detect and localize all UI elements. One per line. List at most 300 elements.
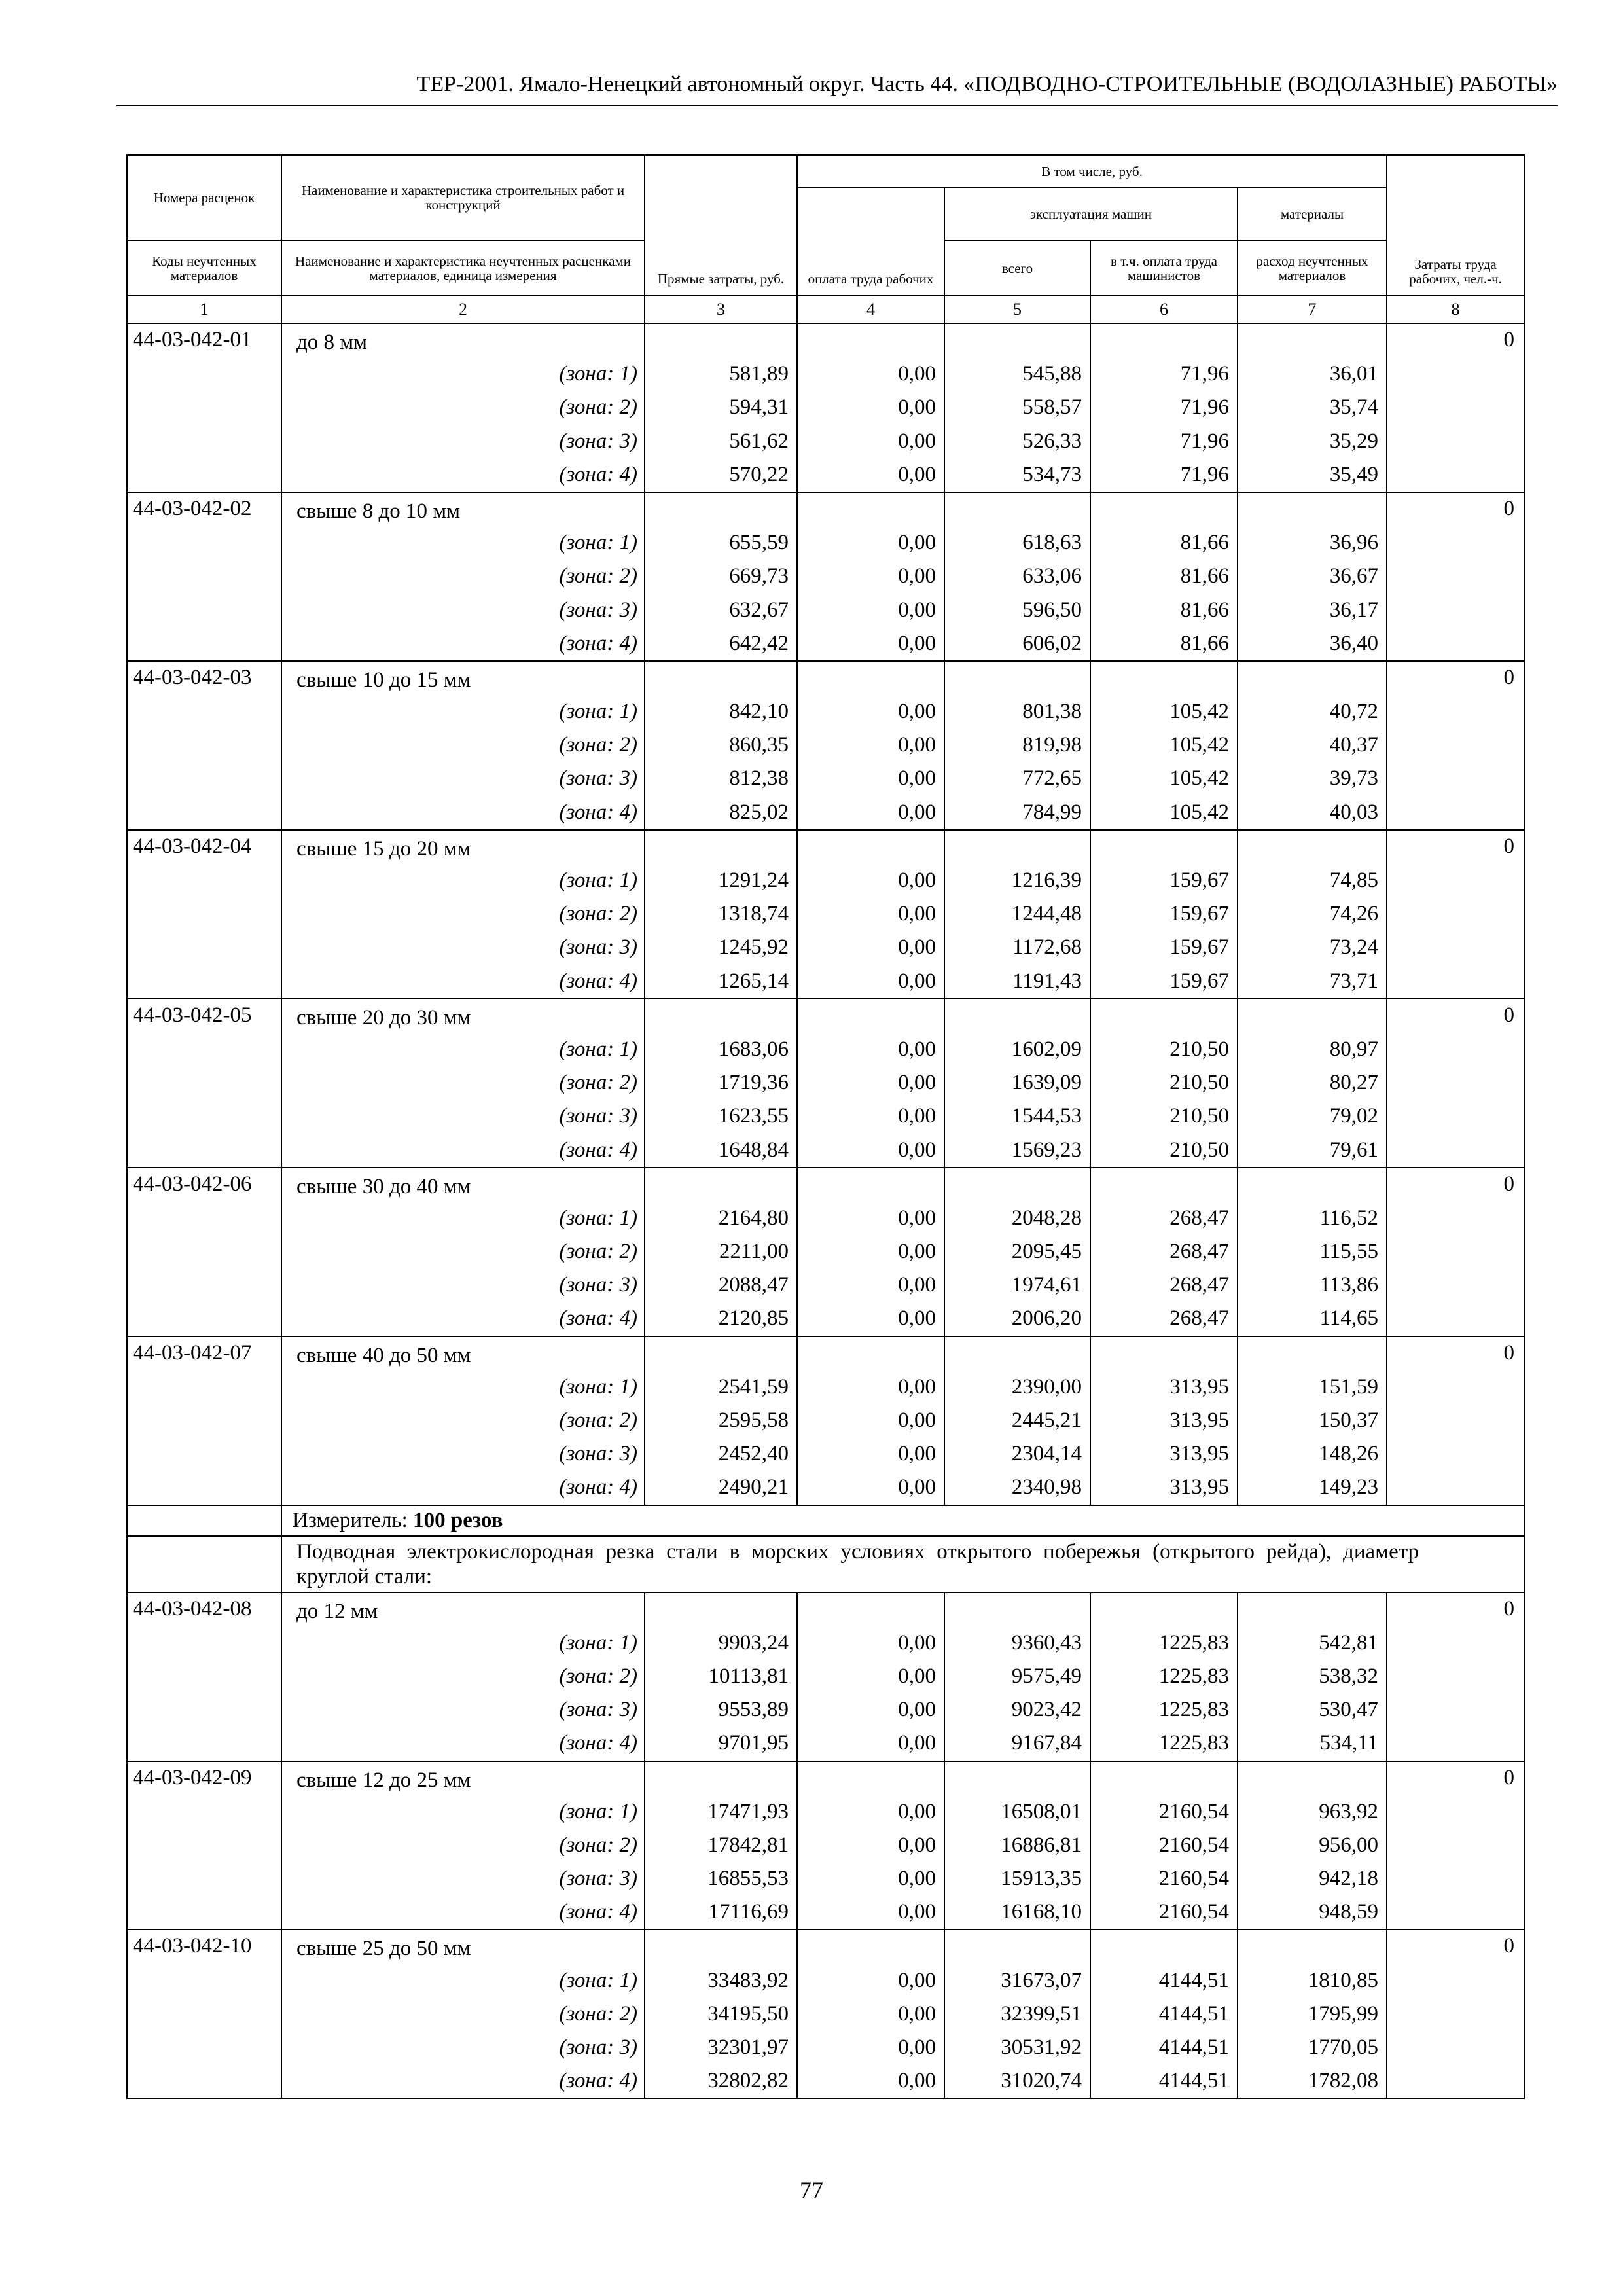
materials-value: 73,71 xyxy=(1329,969,1379,993)
direct-cost-cell xyxy=(645,1592,797,1761)
wages-cell xyxy=(797,830,944,999)
machines-total-cell xyxy=(944,661,1090,830)
wages-value: 0,00 xyxy=(898,429,936,453)
wages-value: 0,00 xyxy=(898,1442,936,1466)
zone-label: (зона: 3) xyxy=(559,429,637,453)
materials xyxy=(1238,1337,1386,1505)
operators-wages-value: 159,67 xyxy=(1169,869,1229,892)
direct-cost-value: 1648,84 xyxy=(718,1138,789,1162)
materials-value: 542,81 xyxy=(1319,1630,1379,1655)
col-header-including: В том числе, руб. xyxy=(797,155,1387,188)
direct-cost-value: 812,38 xyxy=(729,766,789,791)
zone-label: (зона: 1) xyxy=(559,700,637,724)
page-number: 77 xyxy=(800,2177,823,2203)
operators-wages-value: 4144,51 xyxy=(1158,2001,1229,2026)
col-number: 3 xyxy=(645,296,797,323)
operators-wages xyxy=(1091,1337,1237,1505)
machines-total-cell xyxy=(944,999,1090,1168)
zone-label: (зона: 1) xyxy=(559,1799,637,1823)
rate-row xyxy=(127,830,1524,999)
materials-cell xyxy=(1238,1929,1387,2098)
operators-wages-value: 105,42 xyxy=(1169,800,1229,824)
operators-wages xyxy=(1091,1930,1237,2098)
rate-row xyxy=(127,1592,1524,1761)
rates-table xyxy=(126,154,1525,2099)
wages-value: 0,00 xyxy=(898,969,936,993)
machines-total-value: 31020,74 xyxy=(1001,2069,1082,2093)
zone-label: (зона: 4) xyxy=(559,462,637,486)
materials xyxy=(1238,662,1386,829)
operators-wages-value: 268,47 xyxy=(1169,1206,1229,1230)
labor-costs: 0 xyxy=(1387,999,1524,1168)
wages-value: 0,00 xyxy=(898,1475,936,1499)
rate-name-cell xyxy=(281,999,645,1168)
materials-value: 115,55 xyxy=(1319,1240,1379,1264)
materials xyxy=(1238,999,1386,1167)
materials-value: 113,86 xyxy=(1319,1273,1379,1297)
zone-label: (зона: 3) xyxy=(559,766,637,791)
rate-row xyxy=(127,1761,1524,1930)
direct-cost-value: 34195,50 xyxy=(707,2001,789,2026)
labor-costs: 0 xyxy=(1387,1929,1524,2098)
operators-wages-cell xyxy=(1090,1761,1238,1930)
operators-wages-value: 268,47 xyxy=(1169,1240,1229,1264)
zone-label: (зона: 2) xyxy=(559,395,637,420)
operators-wages-cell xyxy=(1090,1168,1238,1336)
col-number: 1 xyxy=(127,296,281,323)
direct-cost-value: 561,62 xyxy=(729,429,789,453)
col-number: 4 xyxy=(797,296,944,323)
rate-row xyxy=(127,999,1524,1168)
machines-total-cell xyxy=(944,1592,1090,1761)
direct-cost-value: 1683,06 xyxy=(718,1037,789,1061)
labor-costs: 0 xyxy=(1387,323,1524,492)
machines-total-value: 30531,92 xyxy=(1001,2036,1082,2059)
direct-cost-value: 1719,36 xyxy=(718,1071,789,1095)
zone-label: (зона: 2) xyxy=(559,1833,637,1857)
machines-total-value: 2390,00 xyxy=(1011,1374,1082,1399)
materials-cell xyxy=(1238,1592,1387,1761)
zone-label: (зона: 4) xyxy=(559,969,637,993)
direct-cost-value: 17842,81 xyxy=(707,1833,789,1857)
machines-total-cell xyxy=(944,1336,1090,1505)
direct-cost-value: 2120,85 xyxy=(718,1306,789,1331)
direct-cost-value: 9701,95 xyxy=(718,1731,789,1755)
direct-cost-cell xyxy=(645,999,797,1168)
col-header-direct-costs: Прямые затраты, руб. xyxy=(645,155,797,296)
rate-name-cell xyxy=(281,661,645,830)
wages-value: 0,00 xyxy=(898,1731,936,1755)
materials-value: 963,92 xyxy=(1319,1799,1379,1823)
direct-cost-value: 9903,24 xyxy=(718,1630,789,1655)
rate-row xyxy=(127,323,1524,492)
operators-wages xyxy=(1091,662,1237,829)
operators-wages-value: 1225,83 xyxy=(1158,1630,1229,1655)
labor-costs: 0 xyxy=(1387,830,1524,999)
col-header-operators-wages: в т.ч. оплата труда машинистов xyxy=(1090,240,1238,296)
wages-value: 0,00 xyxy=(898,564,936,588)
direct-cost-cell xyxy=(645,1336,797,1505)
wages-value: 0,00 xyxy=(898,902,936,926)
rate-name-cell xyxy=(281,830,645,999)
materials-value: 73,24 xyxy=(1329,935,1379,960)
machines-total xyxy=(945,324,1090,492)
machines-total-value: 1172,68 xyxy=(1012,935,1082,960)
machines-total-value: 16886,81 xyxy=(1001,1833,1082,1857)
machines-total-value: 1569,23 xyxy=(1011,1138,1082,1162)
labor-costs: 0 xyxy=(1387,1761,1524,1930)
machines-total-value: 2445,21 xyxy=(1011,1408,1082,1432)
wages-value: 0,00 xyxy=(898,733,936,757)
direct-cost-value: 32802,82 xyxy=(707,2069,789,2093)
rate-name: свыше 10 до 15 мм xyxy=(296,668,471,692)
machines-total-value: 2340,98 xyxy=(1011,1475,1082,1499)
operators-wages-cell xyxy=(1090,492,1238,661)
rate-code: 44-03-042-05 xyxy=(127,999,281,1168)
materials-value: 114,65 xyxy=(1319,1306,1379,1331)
materials-value: 74,85 xyxy=(1329,869,1379,892)
operators-wages-value: 2160,54 xyxy=(1158,1900,1229,1924)
direct-cost-value: 17116,69 xyxy=(708,1900,789,1924)
wages-value: 0,00 xyxy=(898,2001,936,2026)
machines-total-value: 526,33 xyxy=(1022,429,1082,453)
operators-wages xyxy=(1091,1762,1237,1929)
direct-cost xyxy=(645,493,796,660)
operators-wages-value: 210,50 xyxy=(1169,1037,1229,1061)
section-title: Подводная электрокислородная резка стали в морских условиях открытого побережья (открытого рейда), диаметр круглой стали: xyxy=(281,1536,1524,1592)
machines-total-value: 15913,35 xyxy=(1001,1867,1082,1891)
materials-value: 35,49 xyxy=(1329,462,1379,486)
rate-code: 44-03-042-10 xyxy=(127,1929,281,2098)
header-rule xyxy=(116,105,1558,106)
operators-wages-value: 268,47 xyxy=(1169,1273,1229,1297)
machines-total-value: 16508,01 xyxy=(1001,1799,1082,1823)
machines-total-value: 618,63 xyxy=(1022,531,1082,555)
zone-label: (зона: 4) xyxy=(559,1475,637,1499)
operators-wages-value: 71,96 xyxy=(1180,462,1229,486)
direct-cost-value: 2088,47 xyxy=(718,1273,789,1297)
wages-value: 0,00 xyxy=(898,631,936,655)
materials xyxy=(1238,831,1386,998)
machines-total xyxy=(945,1168,1090,1336)
col-number: 5 xyxy=(944,296,1090,323)
machines-total xyxy=(945,1337,1090,1505)
machines-total-cell xyxy=(944,1929,1090,2098)
direct-cost-value: 1623,55 xyxy=(718,1104,789,1128)
rate-code: 44-03-042-01 xyxy=(127,323,281,492)
wages-value: 0,00 xyxy=(898,1698,936,1722)
zone-label: (зона: 1) xyxy=(559,1630,637,1655)
zone-label: (зона: 4) xyxy=(559,1900,637,1924)
rate-name-cell xyxy=(281,1336,645,1505)
zone-label: (зона: 2) xyxy=(559,733,637,757)
machines-total-value: 31673,07 xyxy=(1001,1968,1082,1992)
col-header-materials: материалы xyxy=(1238,188,1387,240)
rate-name-cell xyxy=(281,323,645,492)
col-header-machines: эксплуатация машин xyxy=(944,188,1238,240)
materials-value: 36,01 xyxy=(1329,362,1379,386)
zone-label: (зона: 1) xyxy=(559,362,637,386)
rate-name-cell xyxy=(281,1592,645,1761)
rate-name: свыше 40 до 50 мм xyxy=(296,1343,471,1367)
col-header-labor-costs: Затраты труда рабочих, чел.-ч. xyxy=(1387,155,1524,296)
zone-label: (зона: 4) xyxy=(559,800,637,824)
operators-wages-value: 210,50 xyxy=(1169,1071,1229,1095)
wages-value: 0,00 xyxy=(898,1037,936,1061)
direct-cost xyxy=(645,831,796,998)
direct-cost-value: 1265,14 xyxy=(718,969,789,993)
wages-cell xyxy=(797,492,944,661)
materials-value: 149,23 xyxy=(1319,1475,1379,1499)
direct-cost-value: 581,89 xyxy=(729,362,789,386)
wages-value: 0,00 xyxy=(898,1799,936,1823)
rate-name: свыше 15 до 20 мм xyxy=(296,836,471,861)
machines-total-value: 32399,51 xyxy=(1001,2001,1082,2026)
zone-label: (зона: 3) xyxy=(559,1104,637,1128)
direct-cost-value: 1245,92 xyxy=(718,935,789,960)
direct-cost xyxy=(645,1168,796,1336)
direct-cost-value: 2164,80 xyxy=(718,1206,789,1230)
rate-name: свыше 12 до 25 мм xyxy=(296,1768,471,1792)
machines-total-value: 633,06 xyxy=(1022,564,1082,588)
machines-total-value: 545,88 xyxy=(1022,362,1082,386)
wages-value: 0,00 xyxy=(898,2036,936,2059)
machines-total-cell xyxy=(944,492,1090,661)
machines-total-value: 801,38 xyxy=(1022,700,1082,724)
zone-label: (зона: 2) xyxy=(559,902,637,926)
direct-cost-value: 2452,40 xyxy=(718,1442,789,1466)
meter-code-cell xyxy=(127,1505,281,1536)
machines-total-value: 1639,09 xyxy=(1011,1071,1082,1095)
materials-value: 151,59 xyxy=(1319,1374,1379,1399)
direct-cost-value: 842,10 xyxy=(729,700,789,724)
section-code-cell xyxy=(127,1536,281,1592)
operators-wages-value: 2160,54 xyxy=(1158,1867,1229,1891)
machines-total-value: 558,57 xyxy=(1022,395,1082,420)
operators-wages-cell xyxy=(1090,323,1238,492)
operators-wages-value: 71,96 xyxy=(1180,362,1229,386)
rate-row xyxy=(127,492,1524,661)
machines-total xyxy=(945,493,1090,660)
direct-cost-value: 2595,58 xyxy=(718,1408,789,1432)
zone-label: (зона: 1) xyxy=(559,531,637,555)
operators-wages-value: 313,95 xyxy=(1169,1475,1229,1499)
operators-wages-value: 81,66 xyxy=(1180,531,1229,555)
direct-cost xyxy=(645,999,796,1167)
machines-total-cell xyxy=(944,323,1090,492)
col-header-machines-total: всего xyxy=(944,240,1090,296)
zone-label: (зона: 1) xyxy=(559,1374,637,1399)
wages-value: 0,00 xyxy=(898,1968,936,1992)
wages-value: 0,00 xyxy=(898,1900,936,1924)
machines-total-value: 16168,10 xyxy=(1001,1900,1082,1924)
rate-name-cell xyxy=(281,1929,645,2098)
direct-cost-cell xyxy=(645,323,797,492)
wages-value: 0,00 xyxy=(898,766,936,791)
rate-name: свыше 20 до 30 мм xyxy=(296,1005,471,1030)
wages-value: 0,00 xyxy=(898,1306,936,1331)
materials xyxy=(1238,493,1386,660)
machines-total xyxy=(945,1930,1090,2098)
machines-total xyxy=(945,831,1090,998)
wages-value: 0,00 xyxy=(898,1206,936,1230)
direct-cost-cell xyxy=(645,830,797,999)
operators-wages-cell xyxy=(1090,999,1238,1168)
zone-label: (зона: 1) xyxy=(559,869,637,892)
wages-cell xyxy=(797,1168,944,1336)
materials xyxy=(1238,324,1386,492)
materials-value: 79,61 xyxy=(1329,1138,1379,1162)
wages-value: 0,00 xyxy=(898,1071,936,1095)
operators-wages-value: 313,95 xyxy=(1169,1408,1229,1432)
materials-value: 948,59 xyxy=(1319,1900,1379,1924)
materials xyxy=(1238,1593,1386,1761)
materials-value: 148,26 xyxy=(1319,1442,1379,1466)
col-header-material-codes: Коды неучтенных материалов xyxy=(127,240,281,296)
zone-label: (зона: 3) xyxy=(559,1273,637,1297)
operators-wages-cell xyxy=(1090,830,1238,999)
zone-label: (зона: 3) xyxy=(559,935,637,960)
materials-value: 40,72 xyxy=(1329,700,1379,724)
zone-label: (зона: 1) xyxy=(559,1968,637,1992)
wages-value: 0,00 xyxy=(898,1664,936,1688)
materials-value: 79,02 xyxy=(1329,1104,1379,1128)
machines-total-value: 2095,45 xyxy=(1011,1240,1082,1264)
rate-code: 44-03-042-03 xyxy=(127,661,281,830)
materials-cell xyxy=(1238,323,1387,492)
labor-costs: 0 xyxy=(1387,1168,1524,1336)
direct-cost-value: 860,35 xyxy=(729,733,789,757)
rate-name: до 8 мм xyxy=(296,331,368,354)
zone-label: (зона: 4) xyxy=(559,631,637,655)
operators-wages-value: 210,50 xyxy=(1169,1104,1229,1128)
direct-cost-value: 17471,93 xyxy=(707,1799,789,1823)
col-number: 7 xyxy=(1238,296,1387,323)
operators-wages xyxy=(1091,493,1237,660)
labor-costs: 0 xyxy=(1387,1592,1524,1761)
materials-value: 1810,85 xyxy=(1308,1968,1379,1992)
direct-cost-cell xyxy=(645,492,797,661)
materials-value: 36,96 xyxy=(1329,531,1379,555)
col-number: 6 xyxy=(1090,296,1238,323)
operators-wages-value: 159,67 xyxy=(1169,969,1229,993)
direct-cost-value: 669,73 xyxy=(729,564,789,588)
rate-code: 44-03-042-08 xyxy=(127,1592,281,1761)
machines-total-value: 1974,61 xyxy=(1011,1273,1082,1297)
direct-cost xyxy=(645,1593,796,1761)
wages xyxy=(798,1930,944,2098)
zone-label: (зона: 4) xyxy=(559,1306,637,1331)
materials-value: 1782,08 xyxy=(1308,2069,1379,2093)
direct-cost-value: 655,59 xyxy=(729,531,789,555)
operators-wages-value: 1225,83 xyxy=(1158,1731,1229,1755)
wages-value: 0,00 xyxy=(898,1374,936,1399)
operators-wages-value: 71,96 xyxy=(1180,395,1229,420)
wages-value: 0,00 xyxy=(898,395,936,420)
wages xyxy=(798,1593,944,1761)
materials-value: 150,37 xyxy=(1319,1408,1379,1432)
machines-total-value: 1244,48 xyxy=(1011,902,1082,926)
machines-total xyxy=(945,662,1090,829)
zone-label: (зона: 4) xyxy=(559,2069,637,2093)
meter-label: Измеритель: xyxy=(293,1508,408,1532)
wages xyxy=(798,1762,944,1929)
machines-total-value: 819,98 xyxy=(1022,733,1082,757)
direct-cost-cell xyxy=(645,1168,797,1336)
labor-costs: 0 xyxy=(1387,661,1524,830)
wages-value: 0,00 xyxy=(898,462,936,486)
direct-cost-value: 632,67 xyxy=(729,598,789,622)
operators-wages-value: 1225,83 xyxy=(1158,1664,1229,1688)
col-header-work-name: Наименование и характеристика строительных работ и конструкций xyxy=(281,155,645,240)
materials-value: 40,03 xyxy=(1329,800,1379,824)
direct-cost-value: 2211,00 xyxy=(719,1240,789,1264)
materials-value: 530,47 xyxy=(1319,1698,1379,1722)
labor-costs: 0 xyxy=(1387,492,1524,661)
operators-wages-value: 71,96 xyxy=(1180,429,1229,453)
materials xyxy=(1238,1168,1386,1336)
machines-total xyxy=(945,999,1090,1167)
direct-cost-value: 570,22 xyxy=(729,462,789,486)
rate-name-cell xyxy=(281,1761,645,1930)
wages xyxy=(798,493,944,660)
direct-cost-cell xyxy=(645,1929,797,2098)
machines-total-value: 1544,53 xyxy=(1011,1104,1082,1128)
operators-wages-value: 313,95 xyxy=(1169,1374,1229,1399)
materials-value: 1795,99 xyxy=(1308,2001,1379,2026)
materials-value: 1770,05 xyxy=(1308,2036,1379,2059)
wages-value: 0,00 xyxy=(898,935,936,960)
zone-label: (зона: 2) xyxy=(559,1071,637,1095)
direct-cost-value: 1291,24 xyxy=(718,869,789,892)
page-header: ТЕР-2001. Ямало-Ненецкий автономный округ. Часть 44. «ПОДВОДНО-СТРОИТЕЛЬНЫЕ (ВОДОЛАЗНЫЕ) РАБОТЫ» xyxy=(416,72,1558,96)
machines-total-value: 2006,20 xyxy=(1011,1306,1082,1331)
operators-wages xyxy=(1091,324,1237,492)
meter-row xyxy=(281,1505,1524,1536)
zone-label: (зона: 2) xyxy=(559,1240,637,1264)
materials-value: 956,00 xyxy=(1319,1833,1379,1857)
wages xyxy=(798,324,944,492)
group2-rates xyxy=(127,1592,1524,2099)
operators-wages-value: 2160,54 xyxy=(1158,1833,1229,1857)
wages-value: 0,00 xyxy=(898,1630,936,1655)
wages-value: 0,00 xyxy=(898,1833,936,1857)
wages-value: 0,00 xyxy=(898,2069,936,2093)
wages-cell xyxy=(797,1929,944,2098)
wages-value: 0,00 xyxy=(898,1408,936,1432)
operators-wages-value: 81,66 xyxy=(1180,631,1229,655)
zone-label: (зона: 3) xyxy=(559,1698,637,1722)
operators-wages-value: 81,66 xyxy=(1180,598,1229,622)
machines-total-value: 606,02 xyxy=(1022,631,1082,655)
machines-total-value: 9360,43 xyxy=(1011,1630,1082,1655)
operators-wages-value: 105,42 xyxy=(1169,766,1229,791)
zone-label: (зона: 3) xyxy=(559,1442,637,1466)
machines-total-value: 534,73 xyxy=(1022,462,1082,486)
zone-label: (зона: 2) xyxy=(559,1664,637,1688)
operators-wages-value: 4144,51 xyxy=(1158,2069,1229,2093)
materials-cell xyxy=(1238,1168,1387,1336)
wages xyxy=(798,999,944,1167)
materials-cell xyxy=(1238,1336,1387,1505)
materials-cell xyxy=(1238,999,1387,1168)
wages-cell xyxy=(797,1336,944,1505)
rate-name: до 12 мм xyxy=(296,1599,378,1623)
operators-wages-value: 159,67 xyxy=(1169,935,1229,960)
operators-wages xyxy=(1091,1168,1237,1336)
machines-total xyxy=(945,1593,1090,1761)
operators-wages xyxy=(1091,1593,1237,1761)
